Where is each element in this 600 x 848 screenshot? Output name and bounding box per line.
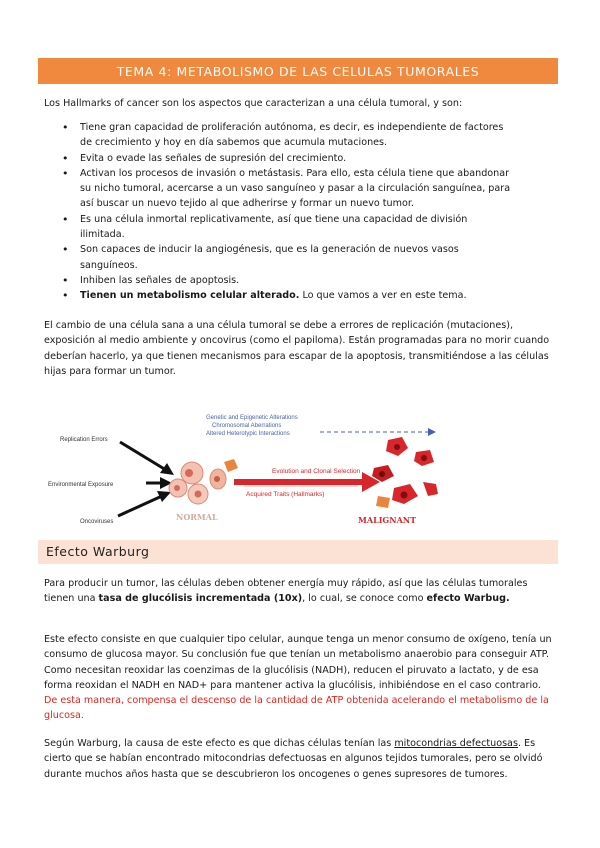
list-item: • Tienen un metabolismo celular alterado. Lo que vamos a ver en este tema. xyxy=(44,288,514,303)
malignant-label: MALIGNANT xyxy=(358,515,417,525)
malignant-cells-cluster xyxy=(372,437,438,508)
alteration-heterotypic: Altered Heterotypic Interactions xyxy=(206,431,290,437)
cause-arrows xyxy=(118,442,174,516)
normal-cells-cluster xyxy=(169,459,238,504)
list-item: • Activan los procesos de invasión o metástasis. Para ello, esta célula tiene que abandonar su nicho tumoral, acercarse a un vaso sanguíneo y pasar a la circulación sanguínea, para así buscar un nuevo tejido al que adherirse y formar un nuevo tumor. xyxy=(44,166,514,212)
evolution-label: Evolution and Clonal Selection xyxy=(272,468,361,475)
cause-oncoviruses: Oncoviruses xyxy=(80,519,114,525)
cancer-progression-diagram xyxy=(48,410,448,530)
cause-environmental-exposure: Environmental Exposure xyxy=(48,482,114,488)
warburg-paragraph-2: Este efecto consiste en que cualquier tipo celular, aunque tenga un menor consumo de oxígeno, tenía un consumo de glucosa mayor. Su conclusión fue que tenían un metabolismo anaerobio para conseguir ATP. Como necesitan reoxidar las coenzimas de la glucólisis (NADH), reducen el piruvato a lactato, y de esa forma reoxidan el NADH en NAD+ para mantener activa la glucólisis, inhibiéndose en el caso contrario. De esta manera, compensa el descenso de la cantidad de ATP obtenida acelerando el metabolismo de la glucosa. xyxy=(44,634,552,722)
page-title-text: TEMA 4: METABOLISMO DE LAS CELULAS TUMORALES xyxy=(116,63,480,79)
warburg-paragraph-3: Según Warburg, la causa de este efecto es que dichas células tenían las mitocondrias defectuosas. Es cierto que se habían encontrado mitocondrias defectuosas en algunos tejidos tumorales, pero se olvidó durante muchos años hasta que se descubrieron los oncogenes o genes supresores de tumores. xyxy=(44,738,543,780)
list-item: • Son capaces de inducir la angiogénesis, que es la generación de nuevos vasos sanguíneos. xyxy=(44,242,514,273)
list-item: • Evita o evade las señales de supresión del crecimiento. xyxy=(44,151,514,166)
acquired-traits-label: Acquired Traits (Hallmarks) xyxy=(246,491,325,498)
warburg-paragraph-1: Para producir un tumor, las células deben obtener energía muy rápido, así que las células tumorales tienen una tasa de glucólisis incrementada (10x), lo cual, se conoce como efecto Warbug. xyxy=(44,578,528,605)
section-title: Efecto Warburg xyxy=(46,544,150,559)
hallmarks-list xyxy=(44,120,514,304)
intro-paragraph: Los Hallmarks of cancer son los aspectos que caracterizan a una célula tumoral, y son: xyxy=(44,98,463,109)
alteration-chromosomal: Chromosomal Aberrations xyxy=(212,423,282,429)
normal-label: NORMAL xyxy=(176,512,218,522)
section-header-warburg xyxy=(38,540,558,564)
list-item: • Es una célula inmortal replicativamente, así que tiene una capacidad de división ilimitada. xyxy=(44,212,514,243)
dashed-arrow-head xyxy=(428,428,436,436)
list-item: • Tiene gran capacidad de proliferación autónoma, es decir, es independiente de factores de crecimiento y hoy en día sabemos que acumula mutaciones. xyxy=(44,120,514,151)
page-title xyxy=(38,58,558,84)
alteration-genetic: Genetic and Epigenetic Alterations xyxy=(206,415,298,421)
list-item: • Inhiben las señales de apoptosis. xyxy=(44,273,514,288)
cambio-paragraph: El cambio de una célula sana a una célula tumoral se debe a errores de replicación (mutaciones), exposición al medio ambiente y oncovirus (como el papiloma). Están programadas para no morir cuando deberían hacerlo, ya que tienen mecanismos para escapar de la apoptosis, transmitiéndose a las células hijas para formar un tumor. xyxy=(44,320,550,377)
cause-replication-errors: Replication Errors xyxy=(60,437,108,443)
